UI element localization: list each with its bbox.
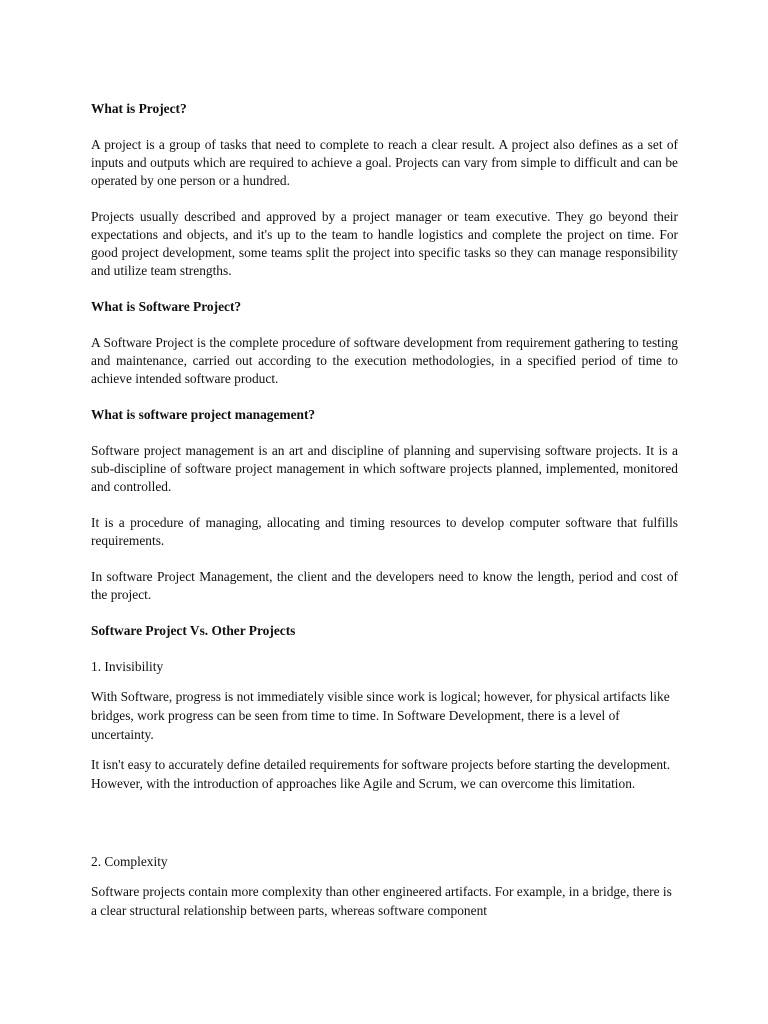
paragraph-invisibility-requirements: It isn't easy to accurately define detailed requirements for software projects before starting the development. However, with the introduction of approaches like Agile and Scrum, we can overcome this limitation. xyxy=(91,757,671,791)
paragraph-invisibility-progress: With Software, progress is not immediately visible since work is logical; however, for physical artifacts like bridges, work progress can be seen from time to time. In Software Development, there is a level of uncertainty. xyxy=(91,689,670,742)
subheading-complexity: 2. Complexity xyxy=(91,854,168,869)
paragraph-spm-definition: Software project management is an art and discipline of planning and supervising software projects. It is a sub-discipline of software project management in which software projects planned, implemented, monitored and controlled. xyxy=(91,443,678,494)
paragraph-spm-client: In software Project Management, the client and the developers need to know the length, period and cost of the project. xyxy=(91,569,678,602)
paragraph-complexity: Software projects contain more complexity than other engineered artifacts. For example, in a bridge, there is a clear structural relationship between parts, whereas software component xyxy=(91,884,672,918)
paragraph-project-approval: Projects usually described and approved by a project manager or team executive. They go beyond their expectations and objects, and it's up to the team to handle logistics and complete the project on time. For good project development, some teams split the project into specific tasks so they can manage responsibility and utilize team strengths. xyxy=(91,209,678,278)
heading-what-is-project: What is Project? xyxy=(91,101,187,116)
heading-what-is-software-project: What is Software Project? xyxy=(91,299,242,314)
subheading-invisibility: 1. Invisibility xyxy=(91,659,164,674)
document-page xyxy=(91,0,678,1024)
heading-what-is-spm: What is software project management? xyxy=(91,407,316,422)
paragraph-spm-procedure: It is a procedure of managing, allocating and timing resources to develop computer software that fulfills requirements. xyxy=(91,515,678,548)
heading-software-vs-other: Software Project Vs. Other Projects xyxy=(91,623,296,638)
paragraph-project-definition: A project is a group of tasks that need to complete to reach a clear result. A project also defines as a set of inputs and outputs which are required to achieve a goal. Projects can vary from simple to difficult and can be operated by one person or a hundred. xyxy=(91,137,678,188)
paragraph-software-project-definition: A Software Project is the complete procedure of software development from requirement gathering to testing and maintenance, carried out according to the execution methodologies, in a specified period of time to achieve intended software product. xyxy=(91,335,678,386)
